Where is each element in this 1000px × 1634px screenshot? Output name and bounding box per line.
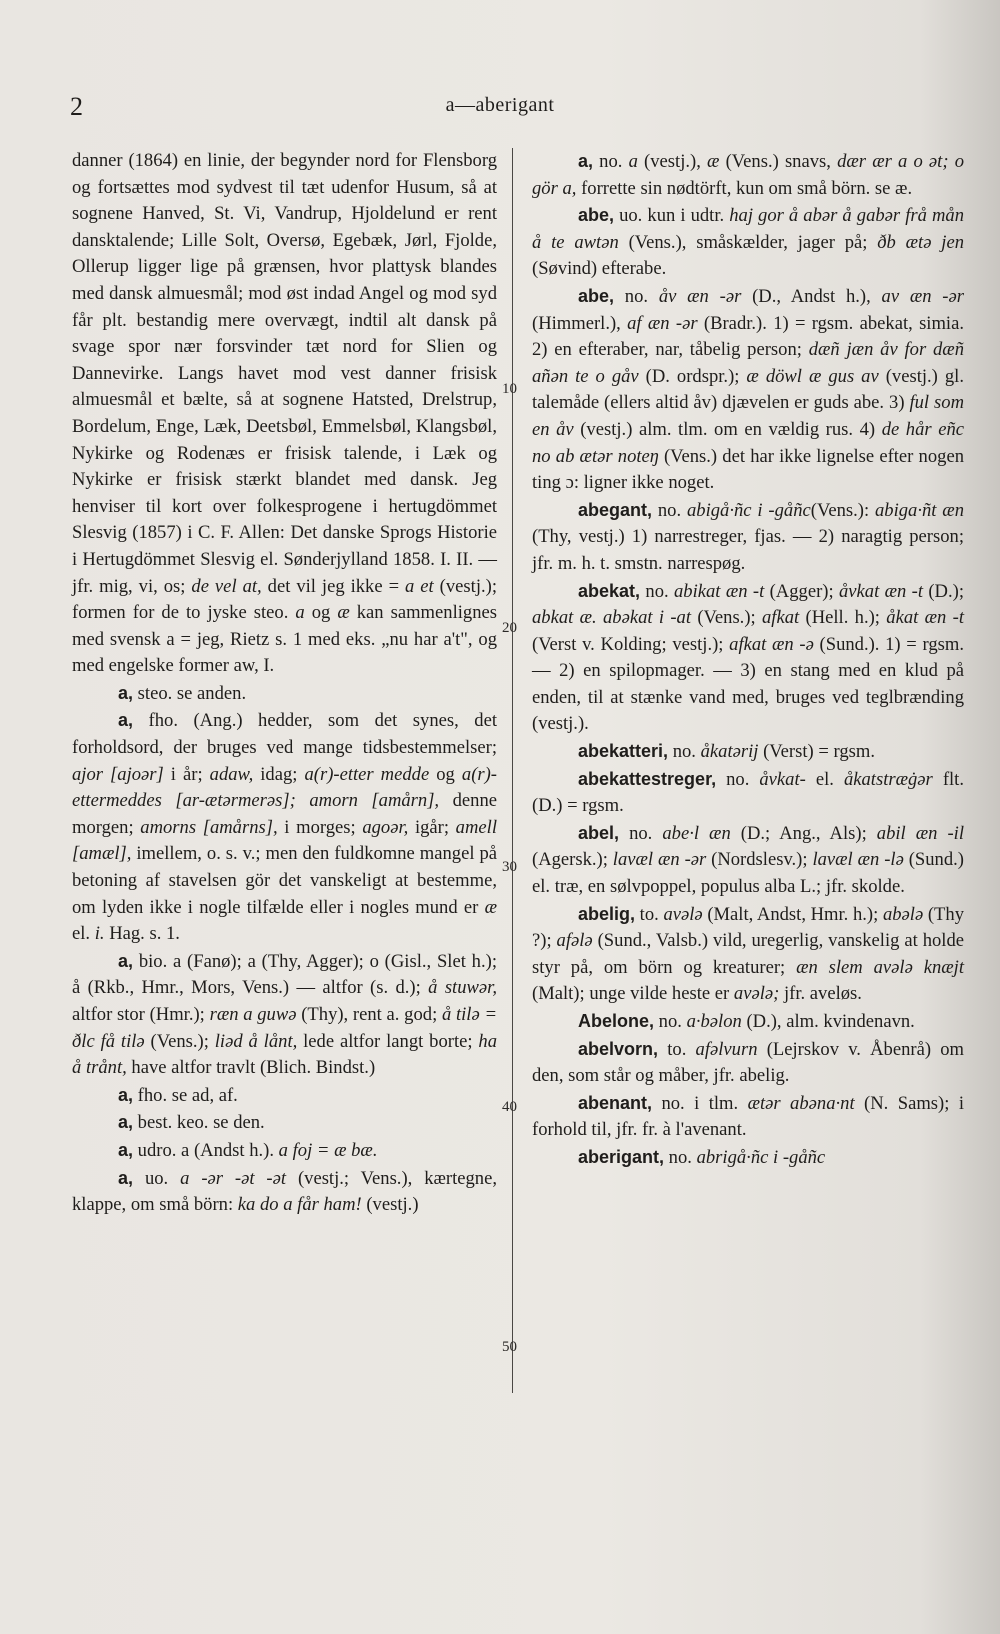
headword: abelvorn,: [578, 1038, 659, 1059]
entry-a-bio: a, bio. a (Fanø); a (Thy, Agger); o (Gisl., Slet h.); å (Rkb., Hmr., Mors, Vens.) — altfor (s. d.); å stuwər, altfor stor (Hmr.); ræn a guwə (Thy), rent a. god; å tilə = ðlc få tilə (Vens.); liəd å lånt, lede altfor langt borte; ha å trånt, have altfor travlt (Blich. Bindst.): [72, 950, 497, 1079]
headword: abekat,: [578, 580, 641, 601]
entry-a-udro: a, udro. a (Andst h.). a foj = æ bæ.: [118, 1139, 378, 1161]
headword: a,: [118, 1167, 134, 1188]
headword: a,: [118, 682, 134, 703]
headword: abelig,: [578, 903, 636, 924]
entry-abel: abel, no. abe·l æn (D.; Ang., Als); abil æn -il (Agersk.); lavæl æn -ər (Nordslesv.); lavæl æn -lə (Sund.) el. træ, en sølvpoppel, populus alba L.; jfr. skolde.: [532, 822, 964, 898]
headword: abe,: [578, 285, 615, 306]
intro-paragraph: danner (1864) en linie, der begynder nord for Flensborg og fortsættes mod sydvest til tæt udenfor Husum, så at sognene Hanved, St. Vi, Vandrup, Hjoldelund er rent dansktalende; Lille Solt, Oversø, Egebæk, Jørl, Fjolde, Ollerup ligger lige på grænsen, hvor plattysk blandes med dansk almuesmål; mod øst indad Angel og mod syd får plt. bestandig mere overvægt, indtil alt dansk på svage spor nær forsvinder tæt nord for Slien og Dannevirke. Langs havet mod vest danner frisisk almuesmål et bælte, så at sognene Hatsted, Drelstrup, Bordelum, Enge, Læk, Deetsbøl, Emmelsbøl, Klangsbøl, Nykirke og Rodenæs er frisisk talende, i Læk og Nykirke er frisisk stærkt blandet med dansk. Jeg henviser til kort over folkesprogene i hertugdömmet Slesvig (1857) i C. F. Allen: Det danske Sprogs Historie i Hertugdömmet Slesvig el. Sønderjylland 1858. I. II. — jfr. mig, vi, os; de vel at, det vil jeg ikke = a et (vestj.); formen for de to jyske steo. a og æ kan sammenlignes med svensk a = jeg, Rietz s. 1 med eks. „nu har a't", og med engelske former aw, I.: [72, 150, 497, 677]
entry-a-steo: a, steo. se anden.: [118, 682, 247, 704]
entry-abelone: Abelone, no. a·bəlon (D.), alm. kvindenavn.: [578, 1011, 915, 1032]
headword: a,: [118, 950, 134, 971]
entry-abelvorn: abelvorn, to. afəlvurn (Lejrskov v. Åbenrå) om den, som står og måber, jfr. abelig.: [532, 1038, 964, 1087]
headword: Abelone,: [578, 1011, 655, 1031]
page-number: 2: [70, 92, 83, 121]
entry-abelig: abelig, to. avələ (Malt, Andst, Hmr. h.); abələ (Thy ?); afələ (Sund., Valsb.) vild, uregerlig, vanskelig at holde styr på, om börn og kreaturer; æn slem avələ knæjt (Malt); unge vilde heste er avələ; jfr. aveløs.: [532, 903, 965, 1005]
headword: a,: [578, 151, 594, 171]
entry-a-best-keo: a, best. keo. se den.: [118, 1112, 265, 1134]
entry-a-no: a, no. a (vestj.), æ (Vens.) snavs, dær ær a o ət; o gör a, forrette sin nødtörft, kun om små börn. se æ.: [532, 151, 964, 199]
headword: abel,: [578, 822, 620, 843]
line-number: 40: [502, 1099, 517, 1115]
entry-a-fho-ang: a, fho. (Ang.) hedder, som det synes, det forholdsord, der bruges ved mange tidsbestemmelser; ajor [ajoər] i år; adaw, idag; a(r)-etter medde og a(r)-ettermeddes [ar-ætərmerəs]; amorn [amårn], denne morgen; amorns [amårns], i morges; agoər, igår; amell [amæl], imellem, o. s. v.; men den fuldkomne mangel på betoning af stavelsen gör det vanskeligt at bestemme, om lyden ikke i nogle tilfælde eller i nogles mund er æ el. i. Hag. s. 1.: [72, 710, 497, 945]
right-column: [532, 148, 964, 1172]
entry-abe-uo: abe, uo. kun i udtr. haj gor å abər å gabər frå mån å te awtən (Vens.), småskælder, jager på; ðb ætə jen (Søvind) efterabe.: [532, 205, 965, 280]
line-number: 10: [502, 381, 517, 397]
entry-abekattestreger: abekattestreger, no. åvkat- el. åkatstræġər flt. (D.) = rgsm.: [532, 768, 964, 817]
headword: a,: [118, 1112, 134, 1133]
entry-abekat: abekat, no. abikat æn -t (Agger); åvkat æn -t (D.); abkat æ. abəkat i -at (Vens.); afkat (Hell. h.); åkat æn -t (Verst v. Kolding; vestj.); afkat æn -ə (Sund.). 1) = rgsm. — 2) en spilopmager. — 3) en stang med en klud på enden, til at stænke vand med, bruges ved teglbrænding (vestj.).: [532, 580, 964, 735]
headword: abekattestreger,: [578, 768, 717, 789]
headword: a,: [118, 710, 134, 731]
column-divider: [512, 148, 513, 1393]
entry-a-fho: a, fho. se ad, af.: [118, 1084, 238, 1106]
left-column: [72, 148, 497, 1219]
line-number: 50: [502, 1339, 517, 1355]
entry-aberigant: aberigant, no. abrigå·ñc i -gåñc: [578, 1146, 826, 1168]
headword: a,: [118, 1139, 134, 1160]
headword: aberigant,: [578, 1146, 665, 1167]
line-number: 30: [502, 859, 517, 875]
headword: abekatteri,: [578, 741, 669, 762]
running-head: a—aberigant: [445, 94, 555, 116]
entry-a-uo: a, uo. a -ər -ət -ət (vestj.; Vens.), kærtegne, klappe, om små börn: ka do a får ham! (vestj.): [72, 1167, 498, 1216]
entry-abegant: abegant, no. abigå·ñc i -gåñc(Vens.): abiga·ñt æn (Thy, vestj.) 1) narrestreger, fjas. — 2) naragtig person; jfr. m. h. t. smstn. narrespøg.: [532, 499, 965, 574]
headword: abenant,: [578, 1092, 653, 1113]
headword: abe,: [578, 205, 615, 226]
headword: a,: [118, 1084, 134, 1105]
entry-abenant: abenant, no. i tlm. ætər abəna·nt (N. Sams); i forhold til, jfr. fr. à l'avenant.: [532, 1092, 964, 1141]
entry-abe-no: abe, no. åv æn -ər (D., Andst h.), av æn -ər (Himmerl.), af æn -ər (Bradr.). 1) = rgsm. abekat, simia. 2) en efteraber, nar, tåbelig person; dæñ jæn åv for dæñ añən te o gåv (D. ordspr.); æ döwl æ gus av (vestj.) gl. talemåde (ellers altid åv) djævelen er guds abe. 3) ful som en åv (vestj.) alm. tlm. om en vældig rus. 4) de hår eñc no ab ætər noteŋ (Vens.) det har ikke lignelse efter nogen ting ɔ: ligner ikke noget.: [532, 285, 964, 494]
entry-abekatteri: abekatteri, no. åkatərij (Verst) = rgsm.: [578, 741, 875, 763]
page-header: [0, 92, 1000, 122]
headword: abegant,: [578, 499, 653, 520]
line-number: 20: [502, 620, 517, 636]
